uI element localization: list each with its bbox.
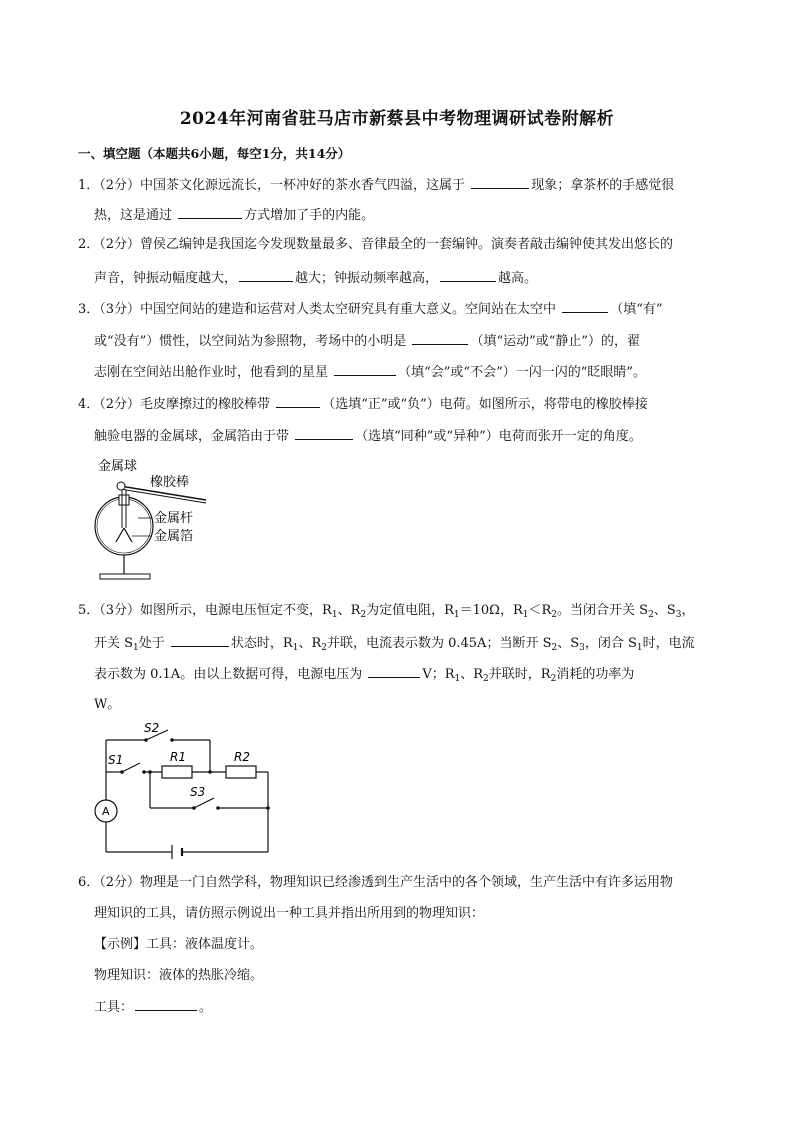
q3-text: （填“有” <box>610 302 663 317</box>
q3-line-3 <box>94 363 646 382</box>
switch-contact <box>120 770 124 774</box>
q5-text: 、R <box>337 603 361 618</box>
q6-blank-tool[interactable] <box>135 998 197 1011</box>
q1-text: 1．（2分）中国茶文化源远流长，一杯冲好的茶水香气四溢，这属于 <box>78 178 470 193</box>
sub-2: 2 <box>648 610 654 620</box>
q5-text: 并联，电流表示数为 0.45A；当断开 S <box>326 636 552 651</box>
q5-text: 、R <box>460 667 484 682</box>
label-s1: S1 <box>108 753 124 767</box>
q3-line-2 <box>94 332 640 351</box>
q1-blank-1[interactable] <box>471 176 529 189</box>
resistor-r1 <box>162 766 192 778</box>
q5-text: ＝10Ω，R <box>459 603 523 618</box>
q5-text: 、S <box>557 636 580 651</box>
q5-text: 处于 <box>138 636 169 651</box>
q2-text: 越大；钟振动频率越高， <box>295 271 439 286</box>
q5-text: 开关 S <box>94 636 134 651</box>
q5-line-3 <box>94 665 634 688</box>
q3-text: 3．（3分）中国空间站的建造和运营对人类太空研究具有重大意义。空间站在太空中 <box>78 302 561 317</box>
label-metal-ball: 金属球 <box>98 459 138 474</box>
q4-text: 触验电器的金属球，金属箔由于带 <box>94 429 294 444</box>
section-heading: 一、填空题（本题共6小题，每空1分，共14分） <box>78 146 351 161</box>
switch-contact <box>144 738 148 742</box>
q5-text: 、R <box>298 636 322 651</box>
label-s3: S3 <box>190 785 206 799</box>
q4-line-1 <box>78 395 648 414</box>
label-metal-rod: 金属杆 <box>154 511 194 526</box>
q1-text: 现象；拿茶杯的手感觉很 <box>531 178 675 193</box>
q4-text: （选填“同种”或“异种”）电荷而张开一定的角度。 <box>355 429 642 444</box>
sub-2: 2 <box>483 674 489 684</box>
q1-text: 方式增加了手的内能。 <box>244 208 375 223</box>
q1-line-2 <box>94 206 374 225</box>
q5-line-2 <box>94 634 695 657</box>
paper-title: 2024年河南省驻马店市新蔡县中考物理调研试卷附解析 <box>179 109 615 129</box>
stopper <box>119 495 129 505</box>
label-metal-foil: 金属箔 <box>154 529 194 544</box>
q5-blank-1[interactable] <box>171 634 229 647</box>
sub-2: 2 <box>551 610 558 620</box>
switch-s3-blade <box>194 798 214 808</box>
q4-text: 4．（2分）毛皮摩擦过的橡胶棒带 <box>78 397 275 412</box>
q5-text: 、S <box>653 603 676 618</box>
q5-text: 为定值电阻，R <box>366 603 454 618</box>
q6-line-1: 6．（2分）物理是一门自然学科，物理知识已经渗透到生产生活中的各个领域，生产生活中有许多运用物 <box>78 875 674 890</box>
switch-contact <box>142 770 146 774</box>
q3-text: （填“会”或“不会”）一闪一闪的“眨眼睛”。 <box>398 365 647 380</box>
glass-jar <box>95 497 153 555</box>
q5-text: ， <box>681 603 695 618</box>
sub-2: 2 <box>321 643 327 653</box>
q3-text: 志刚在空间站出舱作业时，他看到的星星 <box>94 365 333 380</box>
q4-line-2 <box>94 427 642 446</box>
q1-blank-2[interactable] <box>178 206 242 219</box>
sub-1: 1 <box>454 674 461 684</box>
q6-example-knowledge: 物理知识：液体的热胀冷缩。 <box>94 968 264 983</box>
junction-dot <box>148 770 152 774</box>
q5-text: 并联时，R <box>488 667 551 682</box>
q5-text: 状态时，R <box>230 636 293 651</box>
q2-blank-1[interactable] <box>239 269 293 282</box>
q5-line-1 <box>78 602 694 624</box>
q6-text: 。 <box>199 1000 213 1015</box>
q3-line-1 <box>78 300 662 319</box>
circuit-figure <box>94 718 278 862</box>
q5-text: 消耗的功率为 <box>556 667 635 682</box>
q6-line-5 <box>94 998 212 1017</box>
sub-1: 1 <box>331 610 338 620</box>
q5-text: V；R <box>422 667 455 682</box>
sub-2: 2 <box>550 674 557 684</box>
q5-text: ，闭合 S <box>584 636 637 651</box>
sub-3: 3 <box>675 610 682 620</box>
switch-contact <box>192 806 196 810</box>
junction-dot <box>266 806 270 810</box>
q5-line-4: W。 <box>94 697 121 712</box>
q3-blank-2[interactable] <box>412 332 468 345</box>
q2-line-2 <box>94 269 537 288</box>
metal-foil-right <box>124 528 132 542</box>
sub-1: 1 <box>292 643 299 653</box>
q6-example-tool: 【示例】工具：液体温度计。 <box>94 937 264 952</box>
electroscope-figure <box>94 456 214 584</box>
q1-line-1 <box>78 176 674 195</box>
switch-contact <box>170 738 174 742</box>
q3-blank-1[interactable] <box>562 300 608 313</box>
sub-2: 2 <box>360 610 367 620</box>
label-r1: R1 <box>170 750 186 764</box>
sub-1: 1 <box>133 643 139 653</box>
sub-1: 1 <box>453 610 460 620</box>
q5-blank-2[interactable] <box>368 665 420 678</box>
switch-contact <box>216 806 220 810</box>
sub-1: 1 <box>636 643 643 653</box>
stand-base <box>100 574 150 579</box>
q2-blank-2[interactable] <box>440 269 496 282</box>
q4-blank-1[interactable] <box>276 395 320 408</box>
rubber-rod-edge <box>120 489 206 503</box>
label-s2: S2 <box>144 721 160 735</box>
glass-jar-inner <box>97 499 151 553</box>
q5-text: 时，电流 <box>642 636 695 651</box>
q2-line-1: 2．（2分）曾侯乙编钟是我国迄今发现数量最多、音律最全的一套编钟。演奏者敲击编钟使其发出悠长的 <box>78 237 674 252</box>
q2-text: 声音，钟振动幅度越大， <box>94 271 238 286</box>
q6-text: 工具： <box>94 1000 134 1015</box>
switch-s1-blade <box>122 763 140 772</box>
q6-line-2: 理知识的工具，请仿照示例说出一种工具并指出所用到的物理知识： <box>94 906 485 921</box>
label-ammeter: A <box>102 805 110 818</box>
q5-text: 5．（3分）如图所示，电源电压恒定不变，R <box>78 603 332 618</box>
label-rubber-rod: 橡胶棒 <box>150 475 190 490</box>
junction-dot <box>208 770 212 774</box>
q5-text: 。当闭合开关 S <box>557 603 649 618</box>
q3-text: （填“运动”或“静止”）的，翟 <box>470 334 641 349</box>
q2-text: 越高。 <box>498 271 538 286</box>
q1-text: 热，这是通过 <box>94 208 177 223</box>
q5-text: ＜R <box>528 603 552 618</box>
label-r2: R2 <box>234 750 250 764</box>
q3-text: 或“没有”）惯性，以空间站为参照物，考场中的小明是 <box>94 334 411 349</box>
q4-blank-2[interactable] <box>295 427 353 440</box>
sub-2: 2 <box>551 643 558 653</box>
q5-text: 表示数为 0.1A。由以上数据可得，电源电压为 <box>94 667 367 682</box>
q3-blank-3[interactable] <box>334 363 396 376</box>
metal-ball <box>117 482 125 490</box>
resistor-r2 <box>226 766 256 778</box>
sub-1: 1 <box>522 610 529 620</box>
metal-foil-left <box>116 528 124 542</box>
q4-text: （选填“正”或“负”）电荷。如图所示，将带电的橡胶棒接 <box>322 397 648 412</box>
sub-3: 3 <box>579 643 585 653</box>
